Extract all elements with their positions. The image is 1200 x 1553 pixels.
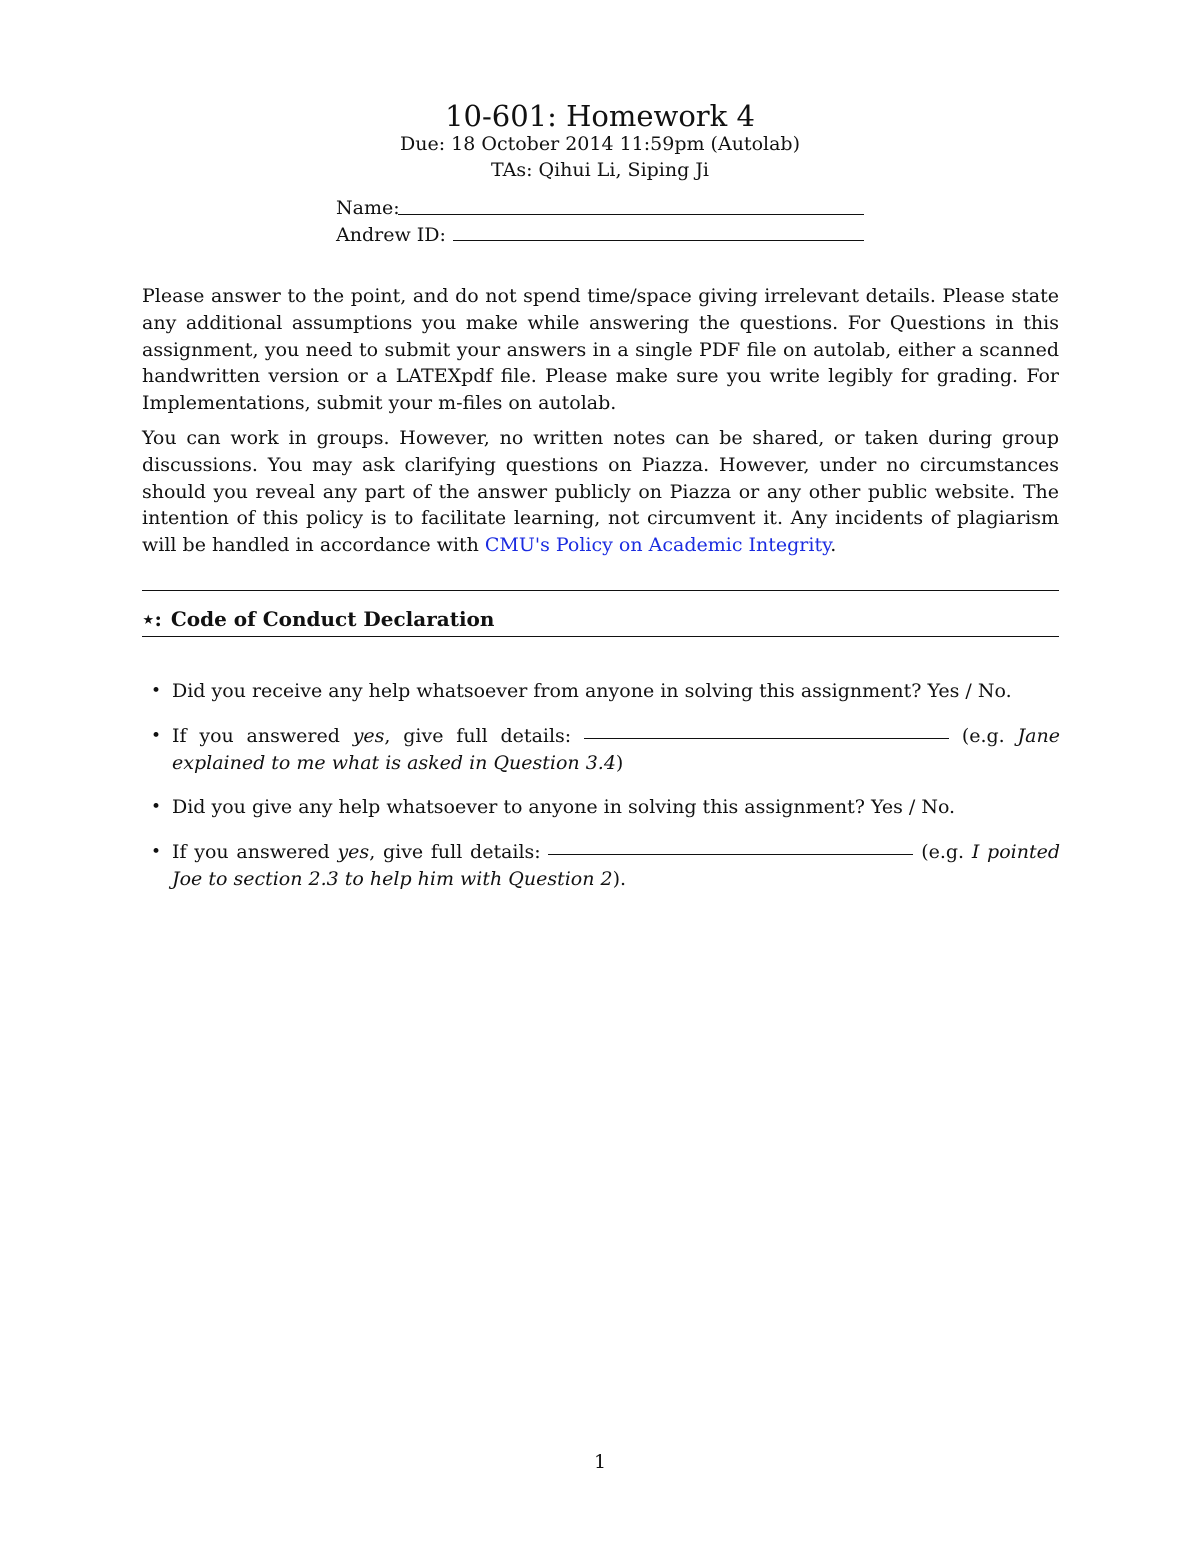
details-field[interactable] — [548, 853, 913, 855]
page-number: 1 — [593, 1451, 607, 1473]
question-text: Did you receive any help whatsoever from anyone in solving this assignment? Yes / No. — [172, 680, 1012, 702]
due-date: Due: 18 October 2014 11:59pm (Autolab) — [400, 133, 800, 155]
bullet-icon: • — [150, 725, 162, 746]
list-item — [150, 839, 1061, 893]
question-text: Did you give any help whatsoever to anyone in solving this assignment? Yes / No. — [172, 796, 956, 819]
yes-word: yes — [352, 724, 385, 747]
intro-paragraph: Please answer to the point, and do not spend time/space giving irrelevant details. Please state any additional assumptions you make while answering the questions. For Questions in this assignment, you need to submit your answers in a single PDF file on autolab, either a scanned handwritten version or a LATEXpdf file. Please make sure you write legibly for grading. For Implementations, submit your m-files on autolab. — [142, 285, 1059, 415]
example-text: Jane explained to me what is asked in Question 3.4 — [172, 724, 1060, 774]
details-field[interactable] — [584, 737, 949, 739]
section-top-rule — [142, 590, 1059, 591]
list-item — [150, 678, 1060, 705]
bullet-icon: • — [150, 842, 162, 863]
example-prefix: (e.g. — [961, 724, 1005, 747]
andrew-id-label: Andrew ID: — [336, 224, 446, 246]
question-text: If you answered — [172, 724, 340, 747]
policy-text: You can work in groups. However, no written notes can be shared, or taken during group discussions. You may ask clarifying questions on Piazza. However, under no circumstances should you reveal any part of the answer publicly on Piazza or any other public website. The intention of this policy is to facilitate learning, not circumvent it. Any incidents of plagiarism will be handled in accordance with — [142, 427, 1059, 557]
question-text: , give full details: — [384, 724, 572, 747]
name-label: Name: — [336, 197, 400, 219]
policy-end: . — [830, 534, 837, 557]
bullet-icon: • — [150, 797, 162, 818]
example-prefix: (e.g. — [921, 841, 965, 864]
bullet-icon: • — [150, 681, 162, 701]
list-item — [150, 723, 1060, 777]
star-icon: ⋆: — [142, 607, 162, 631]
tas-line: TAs: Qihui Li, Siping Ji — [490, 159, 710, 181]
andrew-id-field[interactable] — [453, 240, 864, 241]
yes-word: yes — [337, 841, 370, 864]
policy-paragraph — [142, 425, 1059, 559]
academic-integrity-link[interactable]: CMU's Policy on Academic Integrity — [484, 534, 831, 557]
example-text: I pointed Joe to section 2.3 to help him with Question 2 — [172, 841, 1061, 890]
declaration-list — [150, 678, 1061, 893]
question-text: If you answered — [172, 841, 330, 864]
name-field[interactable] — [398, 214, 864, 215]
section-heading — [142, 606, 494, 632]
section-title: Code of Conduct Declaration — [170, 607, 495, 631]
question-text: , give full details: — [369, 841, 541, 864]
example-close: ). — [612, 867, 627, 890]
page-title: 10-601: Homework 4 — [445, 99, 755, 133]
list-item — [150, 794, 1060, 821]
section-bottom-rule — [142, 636, 1059, 637]
example-close: ) — [615, 751, 624, 774]
